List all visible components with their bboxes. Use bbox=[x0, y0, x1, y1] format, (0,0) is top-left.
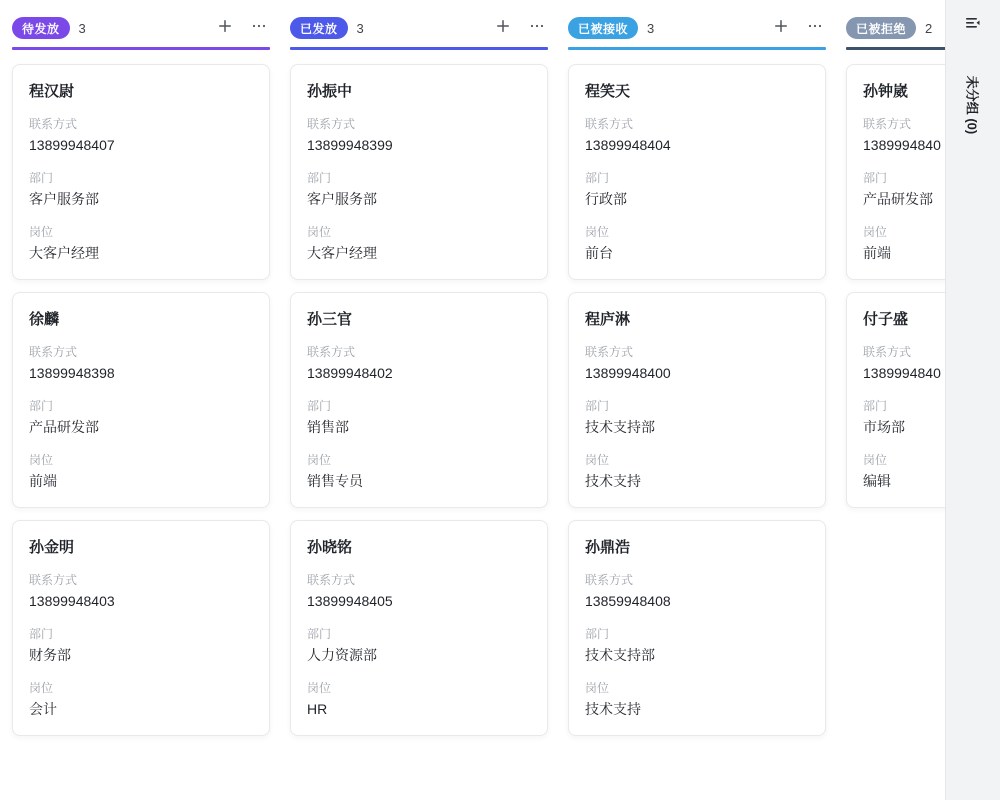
column-count: 3 bbox=[356, 20, 364, 36]
column-menu-button[interactable] bbox=[526, 17, 548, 39]
contact-label: 联系方式 bbox=[585, 117, 634, 131]
contact-label: 联系方式 bbox=[307, 117, 356, 131]
card-list bbox=[290, 64, 548, 736]
card-name: 孙三官 bbox=[307, 311, 353, 328]
department-label: 部门 bbox=[29, 399, 54, 413]
position-label: 岗位 bbox=[585, 681, 610, 695]
department-label: 部门 bbox=[29, 627, 54, 641]
status-badge bbox=[12, 17, 70, 39]
column-count: 3 bbox=[647, 20, 655, 36]
position-value: 会计 bbox=[29, 701, 57, 717]
position-value: 技术支持 bbox=[585, 701, 641, 717]
status-badge bbox=[290, 17, 348, 39]
contact-label: 联系方式 bbox=[307, 573, 356, 587]
position-value: 编辑 bbox=[863, 473, 891, 489]
plus-icon bbox=[494, 17, 512, 40]
department-label: 部门 bbox=[29, 171, 54, 185]
contact-value: 13899948399 bbox=[307, 137, 393, 153]
contact-value: 13899948404 bbox=[585, 137, 671, 153]
status-badge-label: 已发放 bbox=[300, 21, 338, 36]
contact-label: 联系方式 bbox=[307, 345, 356, 359]
position-value: HR bbox=[307, 701, 328, 717]
card-name: 孙金明 bbox=[29, 539, 75, 556]
card-name: 孙晓铭 bbox=[307, 539, 353, 556]
department-value: 财务部 bbox=[29, 647, 71, 663]
card-list bbox=[568, 64, 826, 736]
position-label: 岗位 bbox=[29, 681, 54, 695]
position-label: 岗位 bbox=[585, 453, 610, 467]
status-badge bbox=[568, 17, 638, 39]
position-value: 前台 bbox=[585, 245, 613, 261]
column-count: 3 bbox=[78, 20, 86, 36]
department-label: 部门 bbox=[307, 171, 332, 185]
card-name: 程笑天 bbox=[585, 83, 631, 100]
card-name: 程庐淋 bbox=[585, 311, 631, 328]
column-header bbox=[12, 16, 270, 40]
position-value: 大客户经理 bbox=[29, 245, 99, 261]
record-card[interactable] bbox=[568, 292, 826, 508]
contact-value: 13899948402 bbox=[307, 365, 393, 381]
position-value: 大客户经理 bbox=[307, 245, 377, 261]
contact-label: 联系方式 bbox=[29, 117, 78, 131]
department-label: 部门 bbox=[585, 627, 610, 641]
record-card[interactable] bbox=[290, 520, 548, 736]
contact-label: 联系方式 bbox=[863, 345, 912, 359]
department-value: 市场部 bbox=[863, 419, 905, 435]
department-value: 技术支持部 bbox=[585, 419, 655, 435]
column-header bbox=[568, 16, 826, 40]
position-label: 岗位 bbox=[307, 681, 332, 695]
column-underline bbox=[12, 47, 270, 50]
card-name: 付子盛 bbox=[863, 311, 909, 328]
add-record-button[interactable] bbox=[492, 17, 514, 39]
kanban-column bbox=[290, 16, 548, 748]
department-label: 部门 bbox=[307, 399, 332, 413]
status-badge-label: 已被拒绝 bbox=[856, 21, 907, 36]
position-label: 岗位 bbox=[863, 225, 888, 239]
kanban-column bbox=[568, 16, 826, 748]
ungrouped-label[interactable]: 未分组 (0) bbox=[964, 75, 980, 135]
department-label: 部门 bbox=[307, 627, 332, 641]
record-card[interactable] bbox=[12, 64, 270, 280]
status-badge-label: 待发放 bbox=[22, 21, 60, 36]
department-value: 销售部 bbox=[307, 419, 349, 435]
department-value: 人力资源部 bbox=[307, 647, 377, 663]
ellipsis-icon bbox=[806, 17, 824, 40]
position-value: 销售专员 bbox=[307, 473, 363, 489]
status-badge bbox=[846, 17, 916, 39]
department-value: 技术支持部 bbox=[585, 647, 655, 663]
column-menu-button[interactable] bbox=[248, 17, 270, 39]
add-record-button[interactable] bbox=[770, 17, 792, 39]
ellipsis-icon bbox=[528, 17, 546, 40]
department-value: 客户服务部 bbox=[307, 191, 377, 207]
position-label: 岗位 bbox=[307, 225, 332, 239]
status-badge-label: 已被接收 bbox=[578, 21, 629, 36]
card-name: 程汉尉 bbox=[29, 83, 75, 100]
contact-value: 13899948407 bbox=[29, 137, 115, 153]
department-label: 部门 bbox=[863, 171, 888, 185]
department-value: 行政部 bbox=[585, 191, 627, 207]
contact-value: 13899948405 bbox=[307, 593, 393, 609]
record-card[interactable] bbox=[290, 292, 548, 508]
record-card[interactable] bbox=[12, 520, 270, 736]
contact-value: 1389994840 bbox=[863, 365, 941, 381]
ellipsis-icon bbox=[250, 17, 268, 40]
position-value: 前端 bbox=[29, 473, 57, 489]
contact-label: 联系方式 bbox=[863, 117, 912, 131]
contact-value: 13899948398 bbox=[29, 365, 115, 381]
contact-label: 联系方式 bbox=[29, 345, 78, 359]
plus-icon bbox=[216, 17, 234, 40]
column-header bbox=[290, 16, 548, 40]
contact-value: 13899948403 bbox=[29, 593, 115, 609]
expand-group-button[interactable] bbox=[962, 14, 984, 36]
contact-value: 13859948408 bbox=[585, 593, 671, 609]
department-value: 客户服务部 bbox=[29, 191, 99, 207]
kanban-column bbox=[12, 16, 270, 748]
department-value: 产品研发部 bbox=[29, 419, 99, 435]
contact-value: 13899948400 bbox=[585, 365, 671, 381]
contact-label: 联系方式 bbox=[585, 345, 634, 359]
card-name: 徐麟 bbox=[29, 311, 60, 328]
department-label: 部门 bbox=[585, 399, 610, 413]
record-card[interactable] bbox=[568, 520, 826, 736]
position-label: 岗位 bbox=[307, 453, 332, 467]
position-label: 岗位 bbox=[863, 453, 888, 467]
contact-label: 联系方式 bbox=[29, 573, 78, 587]
position-label: 岗位 bbox=[29, 453, 54, 467]
position-value: 技术支持 bbox=[585, 473, 641, 489]
column-count: 2 bbox=[925, 20, 933, 36]
record-card[interactable] bbox=[568, 64, 826, 280]
position-value: 前端 bbox=[863, 245, 891, 261]
ungrouped-collapsed-panel[interactable] bbox=[945, 0, 1000, 800]
add-record-button[interactable] bbox=[214, 17, 236, 39]
record-card[interactable] bbox=[12, 292, 270, 508]
contact-value: 1389994840 bbox=[863, 137, 941, 153]
column-underline bbox=[568, 47, 826, 50]
card-name: 孙鼎浩 bbox=[585, 539, 631, 556]
record-card[interactable] bbox=[290, 64, 548, 280]
contact-label: 联系方式 bbox=[585, 573, 634, 587]
position-label: 岗位 bbox=[585, 225, 610, 239]
plus-icon bbox=[772, 17, 790, 40]
department-label: 部门 bbox=[585, 171, 610, 185]
department-value: 产品研发部 bbox=[863, 191, 933, 207]
department-label: 部门 bbox=[863, 399, 888, 413]
position-label: 岗位 bbox=[29, 225, 54, 239]
column-underline bbox=[290, 47, 548, 50]
card-name: 孙振中 bbox=[307, 83, 353, 100]
collapse-list-icon bbox=[965, 15, 981, 36]
card-list bbox=[12, 64, 270, 736]
card-name: 孙钟崴 bbox=[863, 83, 909, 100]
column-menu-button[interactable] bbox=[804, 17, 826, 39]
